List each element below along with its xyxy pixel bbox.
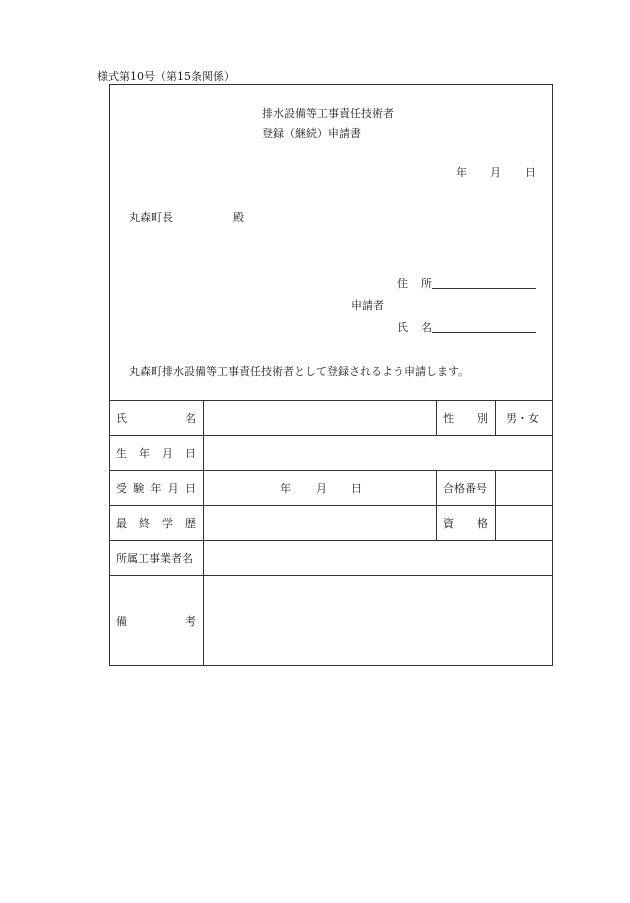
row-remarks-label: 備 考 <box>116 615 196 628</box>
name-field[interactable] <box>204 401 435 434</box>
name-input-line[interactable] <box>432 332 536 333</box>
form-number: 様式第10号（第15条関係） <box>97 70 235 83</box>
exam-month: 月 <box>316 482 327 495</box>
row-name-label: 氏 名 <box>116 412 196 425</box>
right-label-divider <box>436 470 437 540</box>
address-label-1: 住 <box>397 277 408 290</box>
addressee-name: 丸森町長 <box>129 211 173 224</box>
name-label-1: 氏 <box>397 321 408 334</box>
sex-choice[interactable]: 男・女 <box>506 412 539 425</box>
application-statement: 丸森町排水設備等工事責任技術者として登録されるよう申請します。 <box>129 365 470 378</box>
exam-day: 日 <box>351 482 362 495</box>
row-divider-2 <box>110 470 552 471</box>
pass-number-field[interactable] <box>496 471 552 504</box>
sex-label-divider <box>436 400 437 435</box>
row-education-label: 最 終 学 歴 <box>116 517 196 530</box>
form-title-line1: 排水設備等工事責任技術者 <box>262 107 394 120</box>
company-field[interactable] <box>204 541 552 574</box>
row-birth-label: 生 年 月 日 <box>116 447 196 460</box>
form-title-line2: 登録（継続）申請書 <box>262 127 361 140</box>
birth-date-field[interactable] <box>204 436 552 469</box>
row-exam-label: 受 験 年 月 日 <box>116 482 196 495</box>
pass-number-label: 合格番号 <box>443 482 487 495</box>
date-month: 月 <box>490 166 501 179</box>
education-field[interactable] <box>204 506 435 539</box>
remarks-field[interactable] <box>204 576 552 665</box>
sex-value-divider <box>495 400 496 435</box>
qualification-label: 資 格 <box>443 517 488 530</box>
date-year: 年 <box>456 166 467 179</box>
date-day: 日 <box>525 166 536 179</box>
row-company-label: 所属工事業者名 <box>116 552 193 565</box>
exam-year: 年 <box>280 482 291 495</box>
addressee-honorific: 殿 <box>233 211 244 224</box>
address-input-line[interactable] <box>432 288 536 289</box>
name-label-2: 名 <box>421 321 432 334</box>
row-sex-label: 性 別 <box>443 412 488 425</box>
applicant-label: 申請者 <box>351 299 384 312</box>
address-label-2: 所 <box>421 277 432 290</box>
qualification-field[interactable] <box>496 506 552 539</box>
application-form <box>109 84 553 666</box>
